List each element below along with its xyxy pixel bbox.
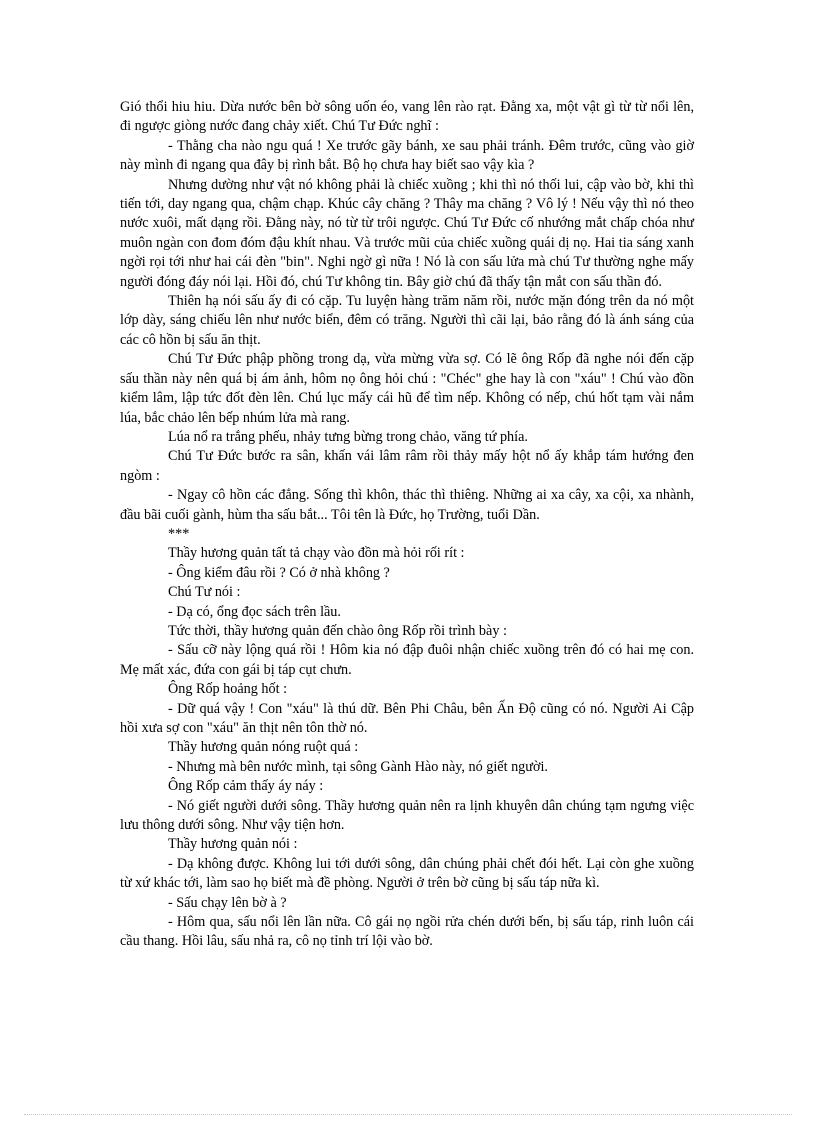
paragraph: Thiên hạ nói sấu ấy đi có cặp. Tu luyện hàng trăm năm rồi, nước mặn đóng trên da nó một lớp dày, sáng chiếu lên như nước biển, đêm có trăng. Người thì cãi lại, bảo rằng đó là ánh sáng của các cô hồn bị sấu ăn thịt. xyxy=(120,293,694,348)
paragraph: - Thằng cha nào ngu quá ! Xe trước gãy bánh, xe sau phải tránh. Đêm trước, cũng vào giờ này mình đi ngang qua đây bị rình bắt. Bộ họ chưa hay biết sao vậy kìa ? xyxy=(120,137,694,174)
paragraph: Tức thời, thầy hương quản đến chào ông Rốp rồi trình bày : xyxy=(168,622,507,639)
paragraph: Lúa nổ ra trắng phếu, nhảy tưng bừng trong chảo, văng tứ phía. xyxy=(168,428,528,445)
paragraph: Ông Rốp hoảng hốt : xyxy=(168,681,288,698)
paragraph: - Ông kiểm đâu rồi ? Có ở nhà không ? xyxy=(168,564,390,581)
paragraph: Chú Tư nói : xyxy=(168,584,241,601)
paragraph: - Ngay cô hồn các đẳng. Sống thì khôn, thác thì thiêng. Những ai xa cây, xa cội, xa nhành, đầu bãi cuối gành, hùm tha sấu bắt... Tôi tên là Đức, họ Trường, tuổi Dần. xyxy=(120,487,694,523)
paragraph: Thầy hương quản nóng ruột quá : xyxy=(168,739,359,756)
paragraph: Thầy hương quản nói : xyxy=(168,836,298,853)
paragraph: - Dạ không được. Không lui tới dưới sông, dân chúng phải chết đói hết. Lại còn ghe xuồng từ xứ khác tới, làm sao họ biết mà đề phòng. Người ở trên bờ cũng bị sấu táp nữa kì. xyxy=(120,855,694,892)
paragraph: - Dạ có, ổng đọc sách trên lầu. xyxy=(168,603,341,620)
paragraph: - Hôm qua, sấu nổi lên lần nữa. Cô gái nọ ngồi rửa chén dưới bến, bị sấu táp, rinh luôn cái cầu thang. Hồi lâu, sấu nhả ra, cô nọ tỉnh trí lội vào bờ. xyxy=(120,914,694,950)
paragraph: Chú Tư Đức phập phồng trong dạ, vừa mừng vừa sợ. Có lẽ ông Rốp đã nghe nói đến cặp sấu thần này nên quá bị ám ảnh, hôm nọ ông hỏi chú : "Chéc" ghe hay là con "xáu" ! Chú vào đồn kiểm lâm, lập tức đốt đèn lên. Chú lục mấy cái hũ để tìm nếp. Không có nếp, chú hốt tạm vài nắm lúa, bắc chảo lên bếp nhúm lửa mà rang. xyxy=(120,351,694,426)
paragraph: - Sấu cỡ này lộng quá rồi ! Hôm kia nó đập đuôi nhận chiếc xuồng trên đó có hai mẹ con. Mẹ mất xác, đứa con gái bị táp cụt chưn. xyxy=(120,642,694,678)
page-bottom-border xyxy=(24,1114,792,1115)
paragraph: Nhưng dường như vật nó không phải là chiếc xuồng ; khi thì nó thối lui, cập vào bờ, khi thì tiến tới, day ngang qua, chậm chạp. Khúc cây chăng ? Thây ma chăng ? Vô lý ! Nếu vậy thì nó theo nước xuôi, mất dạng rồi. Đằng này, nó từ từ trôi ngược. Chú Tư Đức cố nhướng mắt chấp chóa như muôn ngàn con đom đóm đậu khít nhau. Và trước mũi của chiếc xuồng quái dị nọ. Hai tia sáng xanh ngời rọi tới như hai cái đèn "bin". Nghi ngờ gì nữa ! Nó là con sấu lửa mà chú Tư thường nghe mấy người đóng đáy nói lại. Hồi đó, chú Tư không tin. Bây giờ chú đã thấy tận mắt con sấu thần đó. xyxy=(120,176,694,290)
paragraph: - Nhưng mà bên nước mình, tại sông Gành Hào này, nó giết người. xyxy=(168,758,548,775)
paragraph: Gió thổi hiu hiu. Dừa nước bên bờ sông uốn éo, vang lên rào rạt. Đằng xa, một vật gì từ từ nổi lên, đi ngược giòng nước đang chảy xiết. Chú Tư Đức nghĩ : xyxy=(120,99,694,135)
section-separator: *** xyxy=(168,525,190,542)
paragraph: Thầy hương quản tất tả chạy vào đồn mà hỏi rối rít : xyxy=(168,545,465,562)
paragraph: Chú Tư Đức bước ra sân, khấn vái lâm râm rồi thảy mấy hột nổ ấy khắp tám hướng đen ngòm : xyxy=(120,448,694,484)
paragraph: - Sấu chạy lên bờ à ? xyxy=(168,894,287,911)
paragraph: - Nó giết người dưới sông. Thầy hương quản nên ra lịnh khuyên dân chúng tạm ngưng việc lưu thông dưới sông. Như vậy tiện hơn. xyxy=(120,797,694,834)
document-body xyxy=(120,98,694,952)
paragraph: - Dữ quá vậy ! Con "xáu" là thú dữ. Bên Phi Châu, bên Ấn Độ cũng có nó. Người Ai Cập hồi xưa sợ con "xáu" ăn thịt nên tôn thờ nó. xyxy=(120,700,694,736)
paragraph: Ông Rốp cảm thấy áy náy : xyxy=(168,778,324,795)
